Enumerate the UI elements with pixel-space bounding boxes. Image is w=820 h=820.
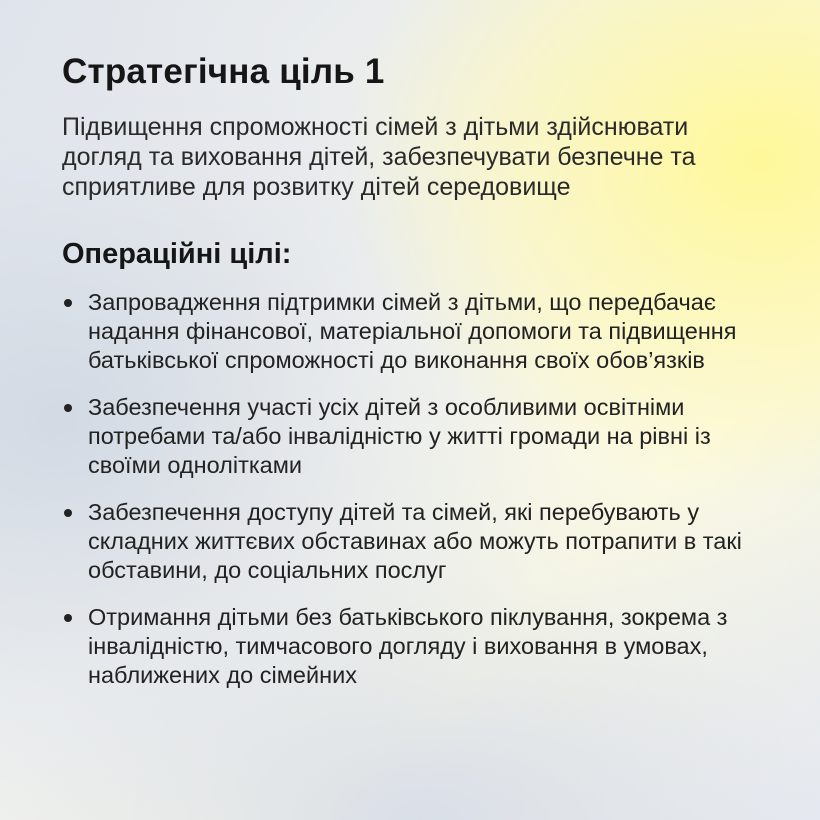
strategic-goal-description: Підвищення спроможності сімей з дітьми здійснювати догляд та виховання дітей, забезпечувати безпечне та сприятливе для розвитку дітей середовище <box>62 113 696 201</box>
content-card <box>62 50 782 708</box>
bullet-icon <box>64 404 72 412</box>
page-title: Стратегічна ціль 1 <box>62 52 385 91</box>
list-item <box>62 498 782 585</box>
bullet-icon <box>64 299 72 307</box>
list-item-text: Отримання дітьми без батьківського піклування, зокрема з інвалідністю, тимчасового догляду і виховання в умовах, наближених до сімейних <box>88 604 728 688</box>
operational-goals-heading: Операційні цілі: <box>62 238 292 270</box>
list-item-text: Забезпечення доступу дітей та сімей, які перебувають у складних життєвих обставинах або можуть потрапити в такі обставини, до соціальних послуг <box>88 499 742 583</box>
bullet-icon <box>64 614 72 622</box>
list-item <box>62 393 782 480</box>
list-item <box>62 603 782 690</box>
list-item <box>62 288 782 375</box>
list-item-text: Запровадження підтримки сімей з дітьми, що передбачає надання фінансової, матеріальної допомоги та підвищення батьківської спроможності до виконання своїх обов’язків <box>88 289 737 373</box>
list-item-text: Забезпечення участі усіх дітей з особливими освітніми потребами та/або інвалідністю у житті громади на рівні із своїми однолітками <box>88 394 711 478</box>
bullet-icon <box>64 509 72 517</box>
operational-goals-list <box>62 288 782 690</box>
